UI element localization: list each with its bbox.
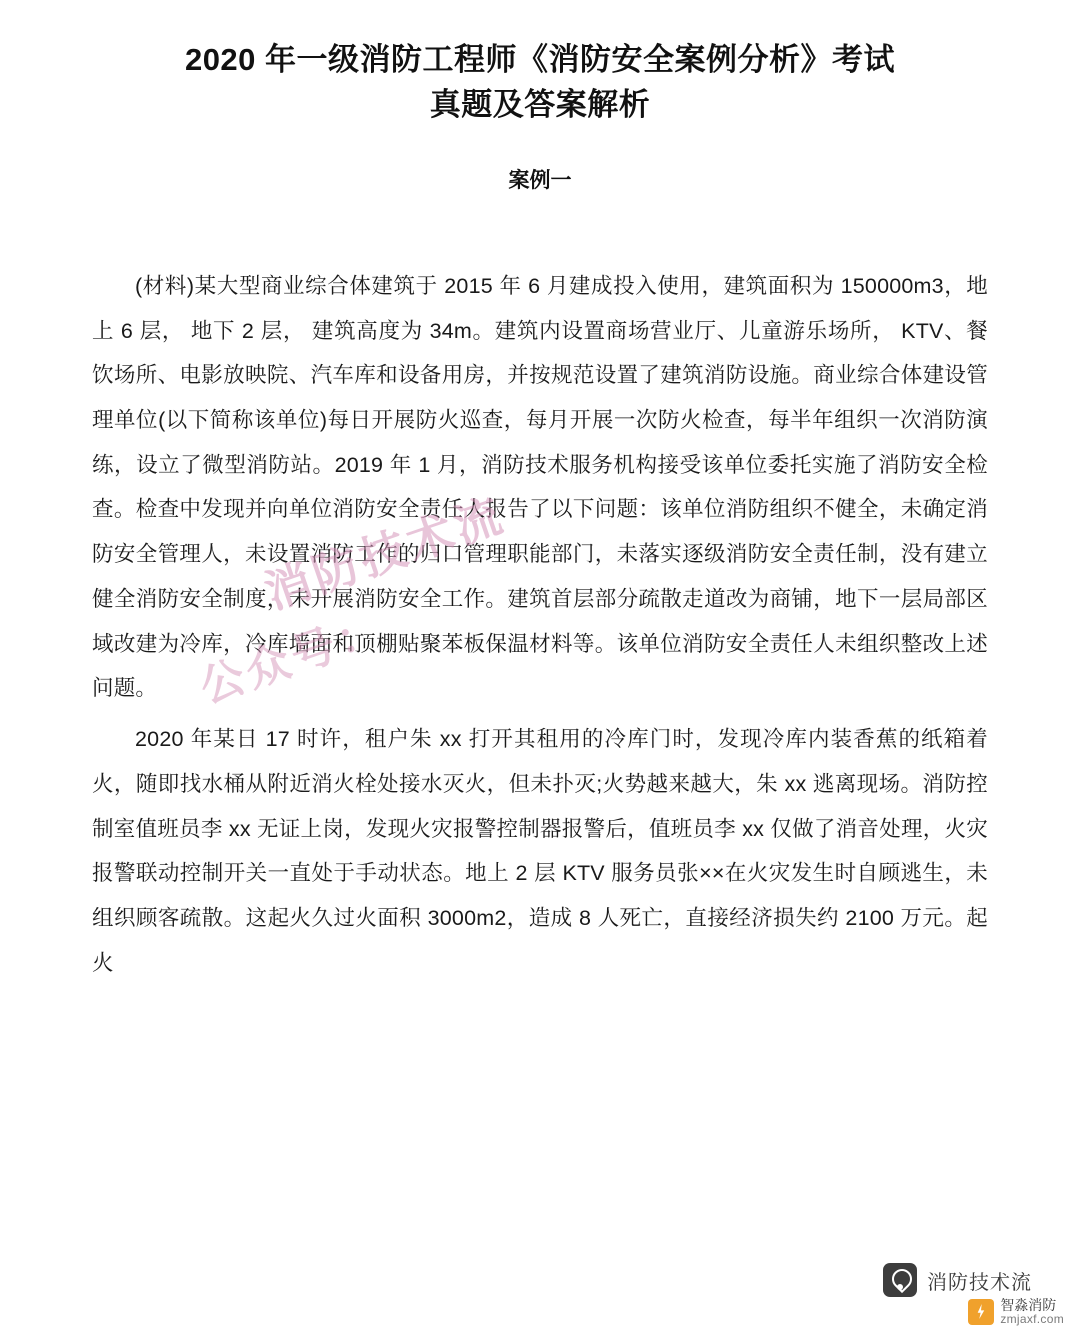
page-title-line-2: 真题及答案解析 [429,86,651,122]
site-watermark-stamp [968,1297,1064,1327]
page-title [92,38,988,128]
document-body [92,264,988,986]
site-stamp-url: zmjaxf.com [1000,1312,1064,1327]
page-title-line-1: 2020 年一级消防工程师《消防安全案例分析》考试 [184,42,896,77]
footer-account-label: 消防技术流 [927,1271,1032,1294]
site-stamp-name: 智淼消防 [1000,1297,1057,1314]
case-heading: 案例一 [508,168,572,192]
wechat-account-icon [883,1263,917,1297]
paragraph-2: 2020 年某日 17 时许，租户朱 xx 打开其租用的冷库门时，发现冷库内装香蕉的纸箱着火，随即找水桶从附近消火栓处接水灭火，但未扑灭;火势越来越大，朱 xx 逃离现场。消防控制室值班员李 xx 无证上岗，发现火灾报警控制器报警后，值班员李 xx 仅做了消音处理，火灾报警联动控制开关一直处于手动状态。地上 2 层 KTV 服务员张××在火灾发生时自顾逃生，未组织顾客疏散。这起火久过火面积 3000m2，造成 8 人死亡，直接经济损失约 2100 万元。起火 [92,727,988,975]
footer-account-badge [883,1263,1032,1297]
flame-logo-icon [968,1299,994,1325]
site-stamp-text [1000,1297,1064,1327]
watermark-text-secondary: 公众号： [193,603,392,713]
watermark-text-primary: 消防技术流 [258,488,512,619]
paragraph-1: (材料)某大型商业综合体建筑于 2015 年 6 月建成投入使用，建筑面积为 150000m3，地上 6 层， 地下 2 层， 建筑高度为 34m。建筑内设置商场营业厅、儿童游乐场所， KTV、餐饮场所、电影放映院、汽车库和设备用房，并按规范设置了建筑消防设施。商业综合体建设管理单位(以下简称该单位)每日开展防火巡查，每月开展一次防火检查，每半年组织一次消防演练，设立了微型消防站。2019 年 1 月，消防技术服务机构接受该单位委托实施了消防安全检查。检查中发现并向单位消防安全责任人报告了以下问题：该单位消防组织不健全，未确定消防安全管理人，未设置消防工作的归口管理职能部门，未落实逐级消防安全责任制，没有建立健全消防安全制度，未开展消防安全工作。建筑首层部分疏散走道改为商铺，地下一层局部区域改建为冷库，冷库墙面和顶棚贴聚苯板保温材料等。该单位消防安全责任人未组织整改上述问题。 [92,273,988,701]
